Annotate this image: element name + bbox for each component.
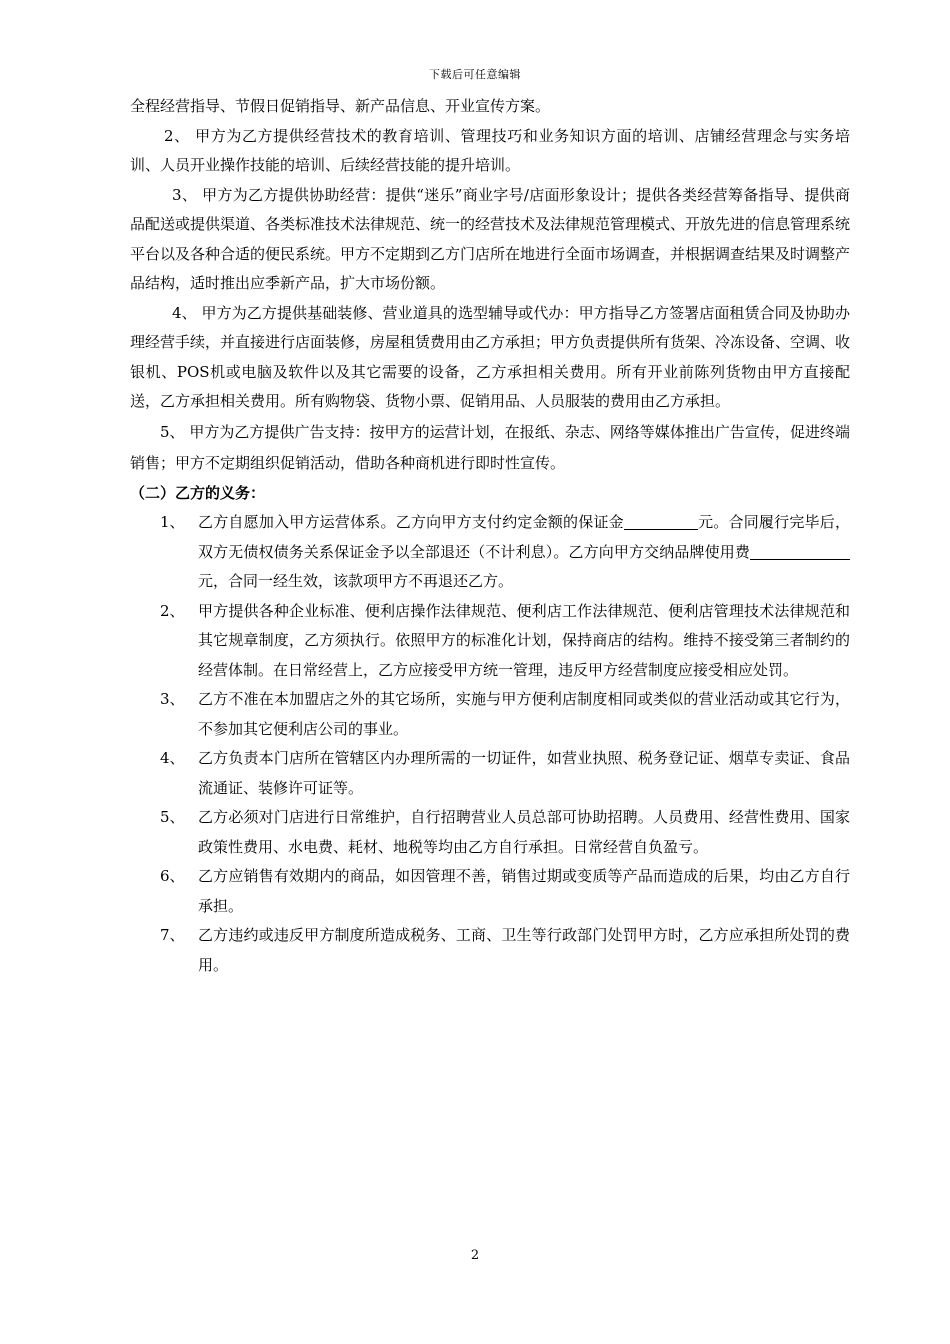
obligation-item <box>130 921 850 980</box>
obligation-text: 乙方不准在本加盟店之外的其它场所，实施与甲方便利店制度相同或类似的营业活动或其它行为，不参加其它便利店公司的事业。 <box>198 690 850 738</box>
obligation-item <box>130 803 850 862</box>
obligation-number: 3、 <box>160 690 185 708</box>
obligation-text: 乙方自愿加入甲方运营体系。乙方向甲方支付约定金额的保证金 元。合同履行完毕后，双方无债权债务关系保证金予以全部退还（不计利息）。乙方向甲方交纳品牌使用费元，合同一经生效，该款项甲方不再退还乙方。 <box>198 513 850 590</box>
obligation-text: 乙方负责本门店所在管辖区内办理所需的一切证件，如营业执照、税务登记证、烟草专卖证、食品流通证、装修许可证等。 <box>198 749 850 797</box>
obligation-item <box>130 744 850 803</box>
paragraph-continuation: 全程经营指导、节假日促销指导、新产品信息、开业宣传方案。 <box>130 97 551 115</box>
obligation-text: 甲方提供各种企业标准、便利店操作法律规范、便利店工作法律规范、便利店管理技术法律规范和其它规章制度，乙方须执行。依照甲方的标准化计划，保持商店的结构。维持不接受第三者制约的经营体制。在日常经营上，乙方应接受甲方统一管理，违反甲方经营制度应接受相应处罚。 <box>198 601 850 679</box>
paragraph-item-5: 5、 甲方为乙方提供广告支持：按甲方的运营计划，在报纸、杂志、网络等媒体推出广告宣传，促进终端销售；甲方不定期组织促销活动，借助各种商机进行即时性宣传。 <box>130 422 850 472</box>
obligation-number: 5、 <box>160 808 185 826</box>
paragraph-item-4: 4、 甲方为乙方提供基础装修、营业道具的选型辅导或代办：甲方指导乙方签署店面租赁合同及协助办理经营手续，并直接进行店面装修，房屋租赁费用由乙方承担；甲方负责提供所有货架、冷冻设备、空调、收银机、POS机或电脑及软件以及其它需要的设备，乙方承担相关费用。所有开业前陈列货物由甲方直接配送，乙方承担相关费用。所有购物袋、货物小票、促销用品、人员服装的费用由乙方承担。 <box>130 303 851 410</box>
obligation-item <box>130 685 850 744</box>
obligation-number: 2、 <box>160 601 185 620</box>
paragraph-item-2: 2、 甲方为乙方提供经营技术的教育培训、管理技巧和业务知识方面的培训、店铺经营理念与实务培训、人员开业操作技能的培训、后续经营技能的提升培训。 <box>130 126 850 174</box>
obligation-item <box>130 597 850 686</box>
obligation-number: 6、 <box>160 867 185 885</box>
fill-blank <box>750 541 850 560</box>
obligation-text: 乙方违约或违反甲方制度所造成税务、工商、卫生等行政部门处罚甲方时，乙方应承担所处罚的费用。 <box>198 926 850 974</box>
obligation-text: 乙方应销售有效期内的商品，如因管理不善，销售过期或变质等产品而造成的后果，均由乙方自行承担。 <box>198 867 850 915</box>
document-body <box>130 92 850 980</box>
page-number: 2 <box>470 1248 480 1263</box>
obligation-number: 1、 <box>160 513 185 531</box>
paragraph-item-3: 3、 甲方为乙方提供协助经营：提供“迷乐”商业字号/店面形象设计；提供各类经营筹备指导、提供商品配送或提供渠道、各类标准技术法律规范、统一的经营技术及法律规范管理模式、开放先进的信息管理系统平台以及各种合适的便民系统。甲方不定期到乙方门店所在地进行全面市场调查，并根据调查结果及时调整产品结构，适时推出应季新产品，扩大市场份额。 <box>130 185 851 292</box>
section-heading: （二）乙方的义务： <box>130 483 266 502</box>
obligation-item <box>130 862 850 921</box>
fill-blank <box>624 511 698 530</box>
obligation-item <box>130 508 850 597</box>
obligation-text: 乙方必须对门店进行日常维护，自行招聘营业人员总部可协助招聘。人员费用、经营性费用、国家政策性费用、水电费、耗材、地税等均由乙方自行承担。日常经营自负盈亏。 <box>198 808 850 856</box>
obligation-number: 4、 <box>160 749 185 767</box>
obligation-number: 7、 <box>160 926 185 944</box>
page-header: 下载后可任意编辑 <box>429 68 521 81</box>
